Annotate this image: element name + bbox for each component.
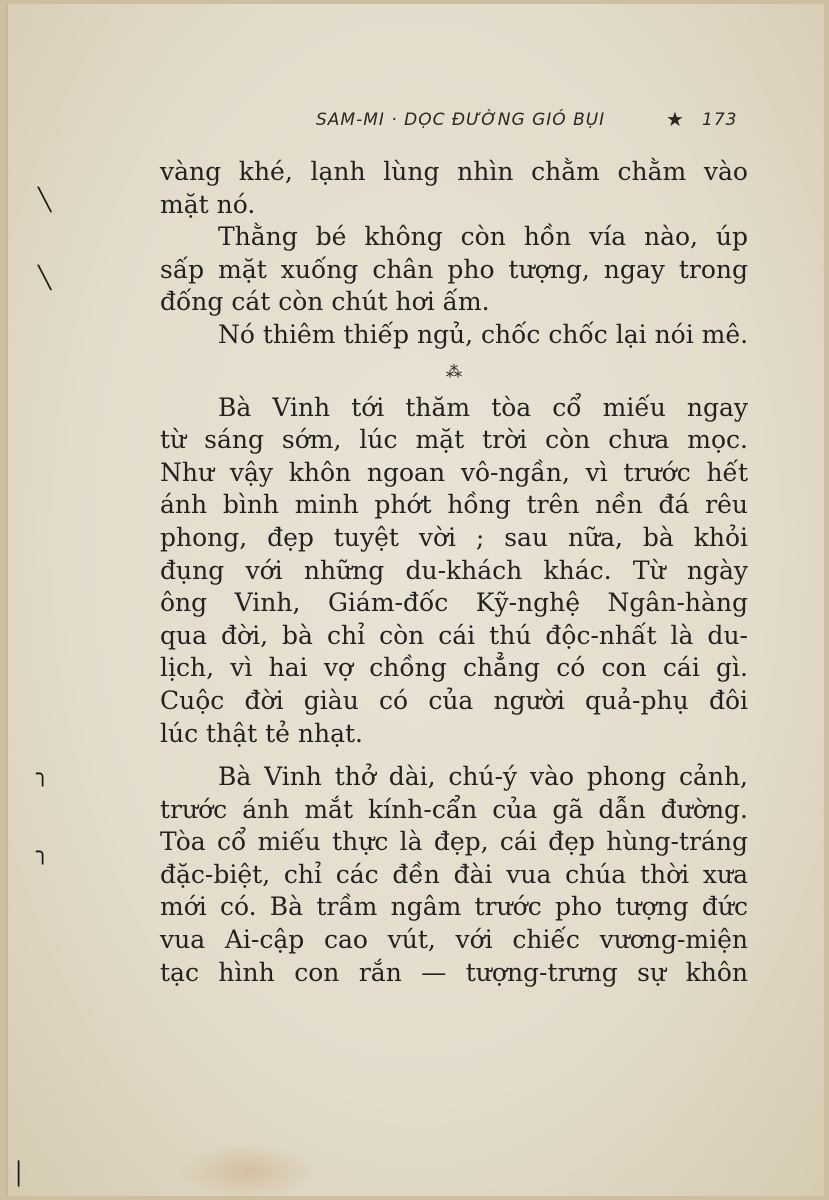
text-line: qua đời, bà chỉ còn cái thú độc-nhất là du-: [160, 620, 748, 650]
text-line: Nó thiêm thiếp ngủ, chốc chốc lại nói mê.: [218, 319, 749, 349]
text-line: lúc thật tẻ nhạt.: [160, 718, 363, 748]
text-line: vua Ai-cập cao vút, với chiếc vương-miện: [160, 925, 748, 955]
text-line: lịch, vì hai vợ chồng chẳng có con cái gì.: [160, 653, 748, 683]
text-line: ánh bình minh phớt hồng trên nền đá rêu: [160, 490, 748, 520]
paragraph: [160, 392, 748, 751]
paragraph: [160, 156, 748, 221]
book-page: [6, 4, 824, 1196]
text-line: ông Vinh, Giám-đốc Kỹ-nghệ Ngân-hàng: [160, 588, 748, 618]
paper-stain: [178, 1144, 318, 1199]
paragraph: [160, 221, 748, 319]
text-line: Bà Vinh thở dài, chú-ý vào phong cảnh,: [218, 762, 748, 792]
margin-mark-1: ╲: [38, 188, 52, 213]
text-line: mặt nó.: [160, 189, 256, 219]
text-line: mới có. Bà trầm ngâm trước pho tượng đức: [160, 892, 748, 922]
star-icon: ★: [666, 107, 685, 131]
text-line: Bà Vinh tới thăm tòa cổ miếu ngay: [218, 392, 748, 422]
text-line: từ sáng sớm, lúc mặt trời còn chưa mọc.: [160, 425, 748, 455]
text-line: vàng khé, lạnh lùng nhìn chằm chằm vào: [160, 157, 748, 186]
text-line: sấp mặt xuống chân pho tượng, ngay trong: [160, 254, 748, 284]
paragraph: [160, 319, 748, 352]
running-title: SAM-MI · DỌC ĐƯỜNG GIÓ BỤI: [316, 110, 606, 130]
running-header: [310, 104, 750, 134]
text-line: Cuộc đời giàu có của người quả-phụ đôi: [160, 685, 748, 715]
body-text: [160, 156, 748, 989]
text-line: đống cát còn chút hơi ấm.: [160, 287, 490, 317]
margin-mark-5: │: [12, 1162, 26, 1187]
margin-mark-2: ╲: [38, 266, 52, 291]
text-line: tạc hình con rắn — tượng-trưng sự khôn: [160, 957, 748, 987]
text-line: Như vậy khôn ngoan vô-ngần, vì trước hết: [160, 457, 748, 487]
text-line: đặc-biệt, chỉ các đền đài vua chúa thời xưa: [160, 859, 748, 889]
page-number: 173: [702, 110, 738, 130]
text-line: Tòa cổ miếu thực là đẹp, cái đẹp hùng-tráng: [160, 827, 748, 857]
margin-mark-3: ╮: [36, 762, 50, 787]
section-separator: ⁂: [446, 361, 462, 381]
text-line: trước ánh mắt kính-cẩn của gã dẫn đường.: [160, 794, 748, 824]
text-line: phong, đẹp tuyệt vời ; sau nữa, bà khỏi: [160, 522, 748, 552]
margin-mark-4: ╮: [36, 840, 50, 865]
text-line: Thằng bé không còn hồn vía nào, úp: [218, 222, 748, 252]
paragraph: [160, 761, 748, 989]
text-line: đụng với những du-khách khác. Từ ngày: [160, 555, 748, 585]
